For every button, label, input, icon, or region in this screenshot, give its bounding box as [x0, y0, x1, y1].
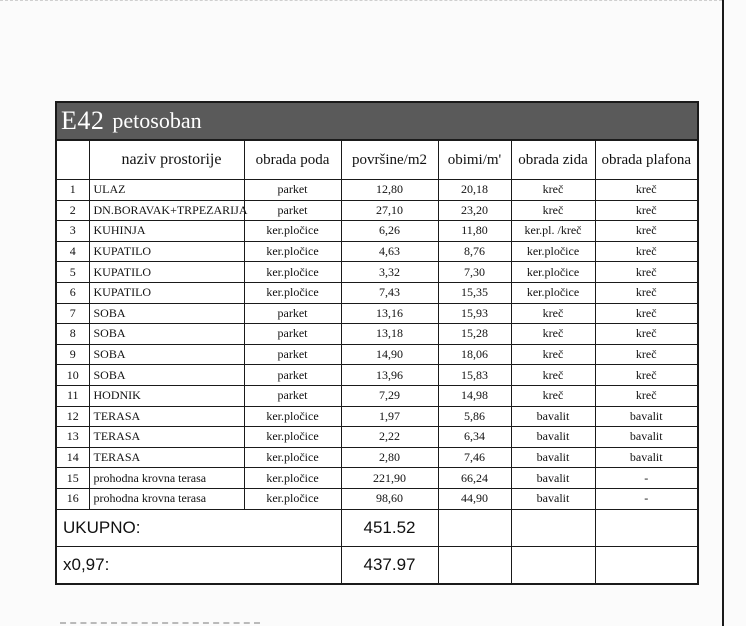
area-value: 27,10	[341, 200, 438, 221]
area-value: 13,96	[341, 365, 438, 386]
floor-finish: ker.pločice	[244, 221, 341, 242]
row-number: 1	[57, 180, 89, 201]
table-row	[57, 241, 697, 262]
room-name: KUPATILO	[89, 262, 244, 283]
ceiling-finish: kreč	[595, 200, 697, 221]
floor-finish: ker.pločice	[244, 468, 341, 489]
area-value: 221,90	[341, 468, 438, 489]
floor-finish: ker.pločice	[244, 262, 341, 283]
area-value: 13,16	[341, 303, 438, 324]
ceiling-finish: kreč	[595, 180, 697, 201]
room-name: KUHINJA	[89, 221, 244, 242]
wall-finish: bavalit	[511, 406, 595, 427]
total-row	[57, 509, 697, 546]
area-value: 2,22	[341, 427, 438, 448]
header-area: površine/m2	[341, 141, 438, 180]
area-value: 12,80	[341, 180, 438, 201]
ceiling-finish: kreč	[595, 365, 697, 386]
total-empty-cell	[595, 509, 697, 546]
area-value: 3,32	[341, 262, 438, 283]
ceiling-finish: bavalit	[595, 447, 697, 468]
ceiling-finish: kreč	[595, 282, 697, 303]
room-name: HODNIK	[89, 385, 244, 406]
room-name: KUPATILO	[89, 241, 244, 262]
wall-finish: bavalit	[511, 468, 595, 489]
room-table	[57, 141, 697, 583]
ceiling-finish: kreč	[595, 262, 697, 283]
reduced-empty-cell	[438, 546, 511, 583]
table-row	[57, 221, 697, 242]
floor-finish: parket	[244, 303, 341, 324]
perimeter-value: 66,24	[438, 468, 511, 489]
room-name: SOBA	[89, 365, 244, 386]
row-number: 6	[57, 282, 89, 303]
row-number: 15	[57, 468, 89, 489]
reduced-total-label: x0,97:	[57, 546, 341, 583]
row-number: 12	[57, 406, 89, 427]
page-bottom-edge	[60, 622, 260, 625]
table-row	[57, 344, 697, 365]
wall-finish: kreč	[511, 303, 595, 324]
page-top-edge	[0, 0, 722, 2]
row-number: 4	[57, 241, 89, 262]
header-perimeter: obimi/m'	[438, 141, 511, 180]
reduced-empty-cell	[511, 546, 595, 583]
wall-finish: kreč	[511, 365, 595, 386]
area-value: 14,90	[341, 344, 438, 365]
area-value: 98,60	[341, 488, 438, 509]
area-value: 7,29	[341, 385, 438, 406]
ceiling-finish: bavalit	[595, 406, 697, 427]
perimeter-value: 14,98	[438, 385, 511, 406]
reduced-total-row	[57, 546, 697, 583]
floor-finish: ker.pločice	[244, 406, 341, 427]
row-number: 13	[57, 427, 89, 448]
table-row	[57, 324, 697, 345]
table-row	[57, 385, 697, 406]
wall-finish: kreč	[511, 200, 595, 221]
room-name: SOBA	[89, 324, 244, 345]
room-name: TERASA	[89, 427, 244, 448]
ceiling-finish: kreč	[595, 221, 697, 242]
table-row	[57, 180, 697, 201]
area-value: 7,43	[341, 282, 438, 303]
ceiling-finish: bavalit	[595, 427, 697, 448]
floor-finish: ker.pločice	[244, 447, 341, 468]
ceiling-finish: kreč	[595, 344, 697, 365]
perimeter-value: 20,18	[438, 180, 511, 201]
header-row	[57, 141, 697, 180]
room-name: SOBA	[89, 303, 244, 324]
perimeter-value: 6,34	[438, 427, 511, 448]
room-name: ULAZ	[89, 180, 244, 201]
perimeter-value: 15,83	[438, 365, 511, 386]
floor-finish: parket	[244, 344, 341, 365]
perimeter-value: 23,20	[438, 200, 511, 221]
total-label: UKUPNO:	[57, 509, 341, 546]
room-name: TERASA	[89, 447, 244, 468]
floor-finish: parket	[244, 200, 341, 221]
total-empty-cell	[511, 509, 595, 546]
ceiling-finish: kreč	[595, 303, 697, 324]
area-value: 1,97	[341, 406, 438, 427]
page-right-border	[722, 0, 724, 626]
row-number: 16	[57, 488, 89, 509]
perimeter-value: 11,80	[438, 221, 511, 242]
row-number: 14	[57, 447, 89, 468]
floor-finish: ker.pločice	[244, 488, 341, 509]
room-name: prohodna krovna terasa	[89, 488, 244, 509]
room-name: prohodna krovna terasa	[89, 468, 244, 489]
table-row	[57, 488, 697, 509]
table-row	[57, 365, 697, 386]
header-ceiling-finish: obrada plafona	[595, 141, 697, 180]
wall-finish: kreč	[511, 180, 595, 201]
table-row	[57, 200, 697, 221]
wall-finish: bavalit	[511, 427, 595, 448]
row-number: 3	[57, 221, 89, 242]
reduced-total-area: 437.97	[341, 546, 438, 583]
wall-finish: ker.pl. /kreč	[511, 221, 595, 242]
row-number: 11	[57, 385, 89, 406]
ceiling-finish: kreč	[595, 241, 697, 262]
ceiling-finish: kreč	[595, 385, 697, 406]
floor-finish: ker.pločice	[244, 427, 341, 448]
floor-finish: parket	[244, 365, 341, 386]
table-row	[57, 468, 697, 489]
header-number	[57, 141, 89, 180]
wall-finish: ker.pločice	[511, 262, 595, 283]
perimeter-value: 15,93	[438, 303, 511, 324]
perimeter-value: 44,90	[438, 488, 511, 509]
perimeter-value: 7,30	[438, 262, 511, 283]
row-number: 10	[57, 365, 89, 386]
row-number: 7	[57, 303, 89, 324]
table-row	[57, 427, 697, 448]
area-value: 2,80	[341, 447, 438, 468]
row-number: 9	[57, 344, 89, 365]
area-value: 6,26	[341, 221, 438, 242]
perimeter-value: 7,46	[438, 447, 511, 468]
row-number: 5	[57, 262, 89, 283]
title-bar	[57, 103, 697, 141]
floor-finish: ker.pločice	[244, 282, 341, 303]
table-row	[57, 406, 697, 427]
ceiling-finish: -	[595, 468, 697, 489]
wall-finish: bavalit	[511, 447, 595, 468]
room-name: KUPATILO	[89, 282, 244, 303]
ceiling-finish: kreč	[595, 324, 697, 345]
table-row	[57, 447, 697, 468]
room-schedule-sheet	[55, 101, 699, 585]
table-row	[57, 303, 697, 324]
perimeter-value: 8,76	[438, 241, 511, 262]
perimeter-value: 15,28	[438, 324, 511, 345]
row-number: 8	[57, 324, 89, 345]
wall-finish: ker.pločice	[511, 241, 595, 262]
room-name: DN.BORAVAK+TRPEZARIJA	[89, 200, 244, 221]
room-name: SOBA	[89, 344, 244, 365]
table-row	[57, 282, 697, 303]
apartment-type: petosoban	[112, 108, 202, 133]
row-number: 2	[57, 200, 89, 221]
floor-finish: parket	[244, 324, 341, 345]
wall-finish: kreč	[511, 385, 595, 406]
floor-finish: parket	[244, 385, 341, 406]
table-row	[57, 262, 697, 283]
perimeter-value: 18,06	[438, 344, 511, 365]
perimeter-value: 15,35	[438, 282, 511, 303]
wall-finish: ker.pločice	[511, 282, 595, 303]
floor-finish: parket	[244, 180, 341, 201]
apartment-code: E42	[61, 106, 105, 135]
wall-finish: bavalit	[511, 488, 595, 509]
header-floor-finish: obrada poda	[244, 141, 341, 180]
floor-finish: ker.pločice	[244, 241, 341, 262]
total-area: 451.52	[341, 509, 438, 546]
area-value: 4,63	[341, 241, 438, 262]
room-rows	[57, 180, 697, 510]
wall-finish: kreč	[511, 344, 595, 365]
wall-finish: kreč	[511, 324, 595, 345]
room-name: TERASA	[89, 406, 244, 427]
header-wall-finish: obrada zida	[511, 141, 595, 180]
area-value: 13,18	[341, 324, 438, 345]
header-room-name: naziv prostorije	[89, 141, 244, 180]
reduced-empty-cell	[595, 546, 697, 583]
perimeter-value: 5,86	[438, 406, 511, 427]
ceiling-finish: -	[595, 488, 697, 509]
total-empty-cell	[438, 509, 511, 546]
